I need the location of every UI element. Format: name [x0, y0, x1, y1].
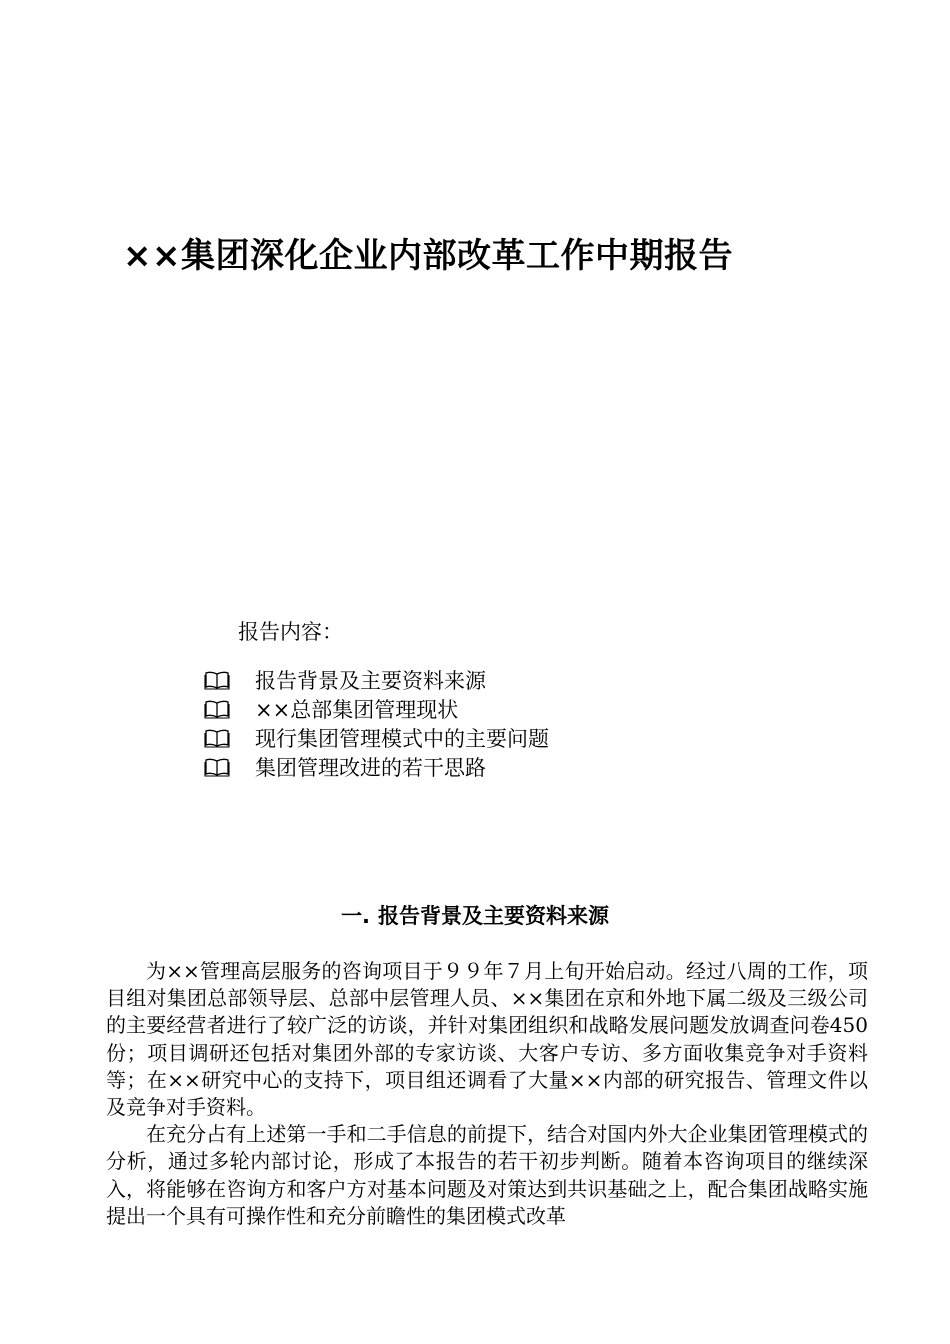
toc-item: [204, 752, 549, 781]
toc-item-label: 报告背景及主要资料来源: [255, 668, 486, 693]
toc-heading: 报告内容：: [238, 620, 343, 644]
document-title: ××集团深化企业内部改革工作中期报告: [123, 236, 733, 276]
book-icon: [204, 728, 230, 748]
toc-item-label: 现行集团管理模式中的主要问题: [255, 726, 549, 751]
toc-item: [204, 665, 549, 694]
section-body: [106, 958, 868, 1230]
body-paragraph: 为××管理高层服务的咨询项目于９９年７月上旬开始启动。经过八周的工作，项目组对集团总部领导层、总部中层管理人员、××集团在京和外地下属二级及三级公司的主要经营者进行了较广泛的访谈，并针对集团组织和战略发展问题发放调查问卷450份；项目调研还包括对集团外部的专家访谈、大客户专访、多方面收集竞争对手资料等；在××研究中心的支持下，项目组还调看了大量××内部的研究报告、管理文件以及竞争对手资料。: [106, 959, 868, 1120]
toc-item-label: 集团管理改进的若干思路: [255, 755, 486, 780]
section-heading: [0, 900, 950, 932]
toc-item: [204, 694, 549, 723]
toc-list: [204, 665, 549, 781]
book-icon: [204, 757, 230, 777]
body-paragraph: 在充分占有上述第一手和二手信息的前提下，结合对国内外大企业集团管理模式的分析，通过多轮内部讨论，形成了本报告的若干初步判断。随着本咨询项目的继续深入，将能够在咨询方和客户方对基本问题及对策达到共识基础之上，配合集团战略实施提出一个具有可操作性和充分前瞻性的集团模式改革: [106, 1122, 868, 1228]
toc-item-label: ××总部集团管理现状: [255, 697, 459, 722]
toc-item: [204, 723, 549, 752]
book-icon: [204, 670, 230, 690]
section-title: 报告背景及主要资料来源: [377, 904, 609, 928]
book-icon: [204, 699, 230, 719]
section-number: 一.: [341, 904, 370, 928]
